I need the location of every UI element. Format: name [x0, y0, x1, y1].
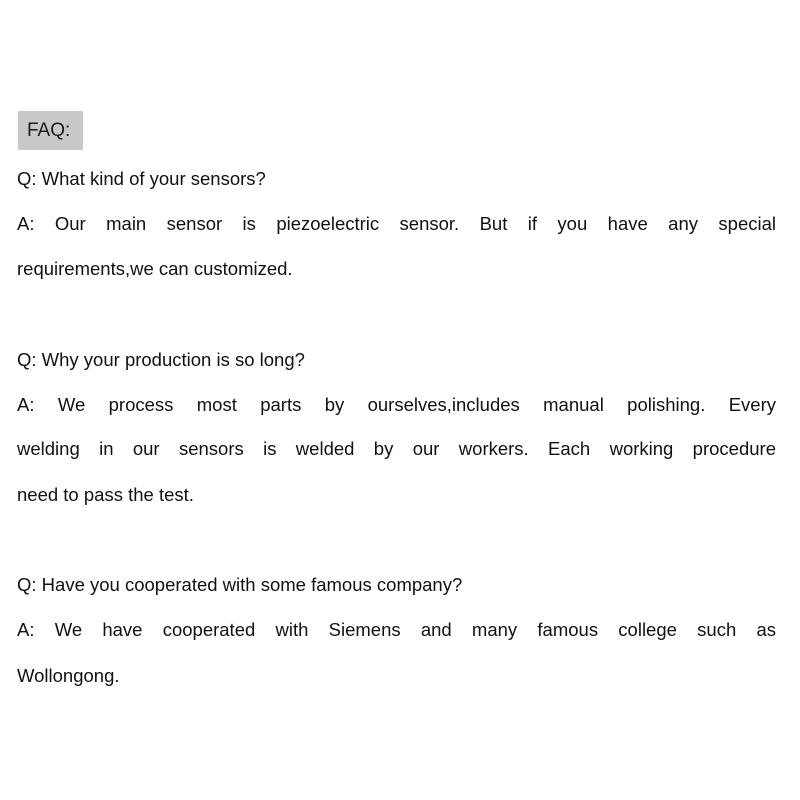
faq-question-3: Q: Have you cooperated with some famous company?: [17, 574, 463, 595]
faq-answer-3-line-2: Wollongong.: [17, 665, 120, 686]
faq-heading: FAQ:: [18, 111, 83, 150]
faq-answer-2-line-1: A: We process most parts by ourselves,includes manual polishing. Every: [17, 394, 776, 415]
faq-answer-1-line-1: A: Our main sensor is piezoelectric sensor. But if you have any special: [17, 213, 776, 234]
faq-question-2: Q: Why your production is so long?: [17, 349, 305, 370]
faq-question-1: Q: What kind of your sensors?: [17, 168, 266, 189]
faq-answer-2-line-2: welding in our sensors is welded by our workers. Each working procedure: [17, 438, 776, 459]
faq-answer-2-line-3: need to pass the test.: [17, 484, 194, 505]
faq-answer-1-line-2: requirements,we can customized.: [17, 258, 293, 279]
faq-answer-3-line-1: A: We have cooperated with Siemens and many famous college such as: [17, 619, 776, 640]
